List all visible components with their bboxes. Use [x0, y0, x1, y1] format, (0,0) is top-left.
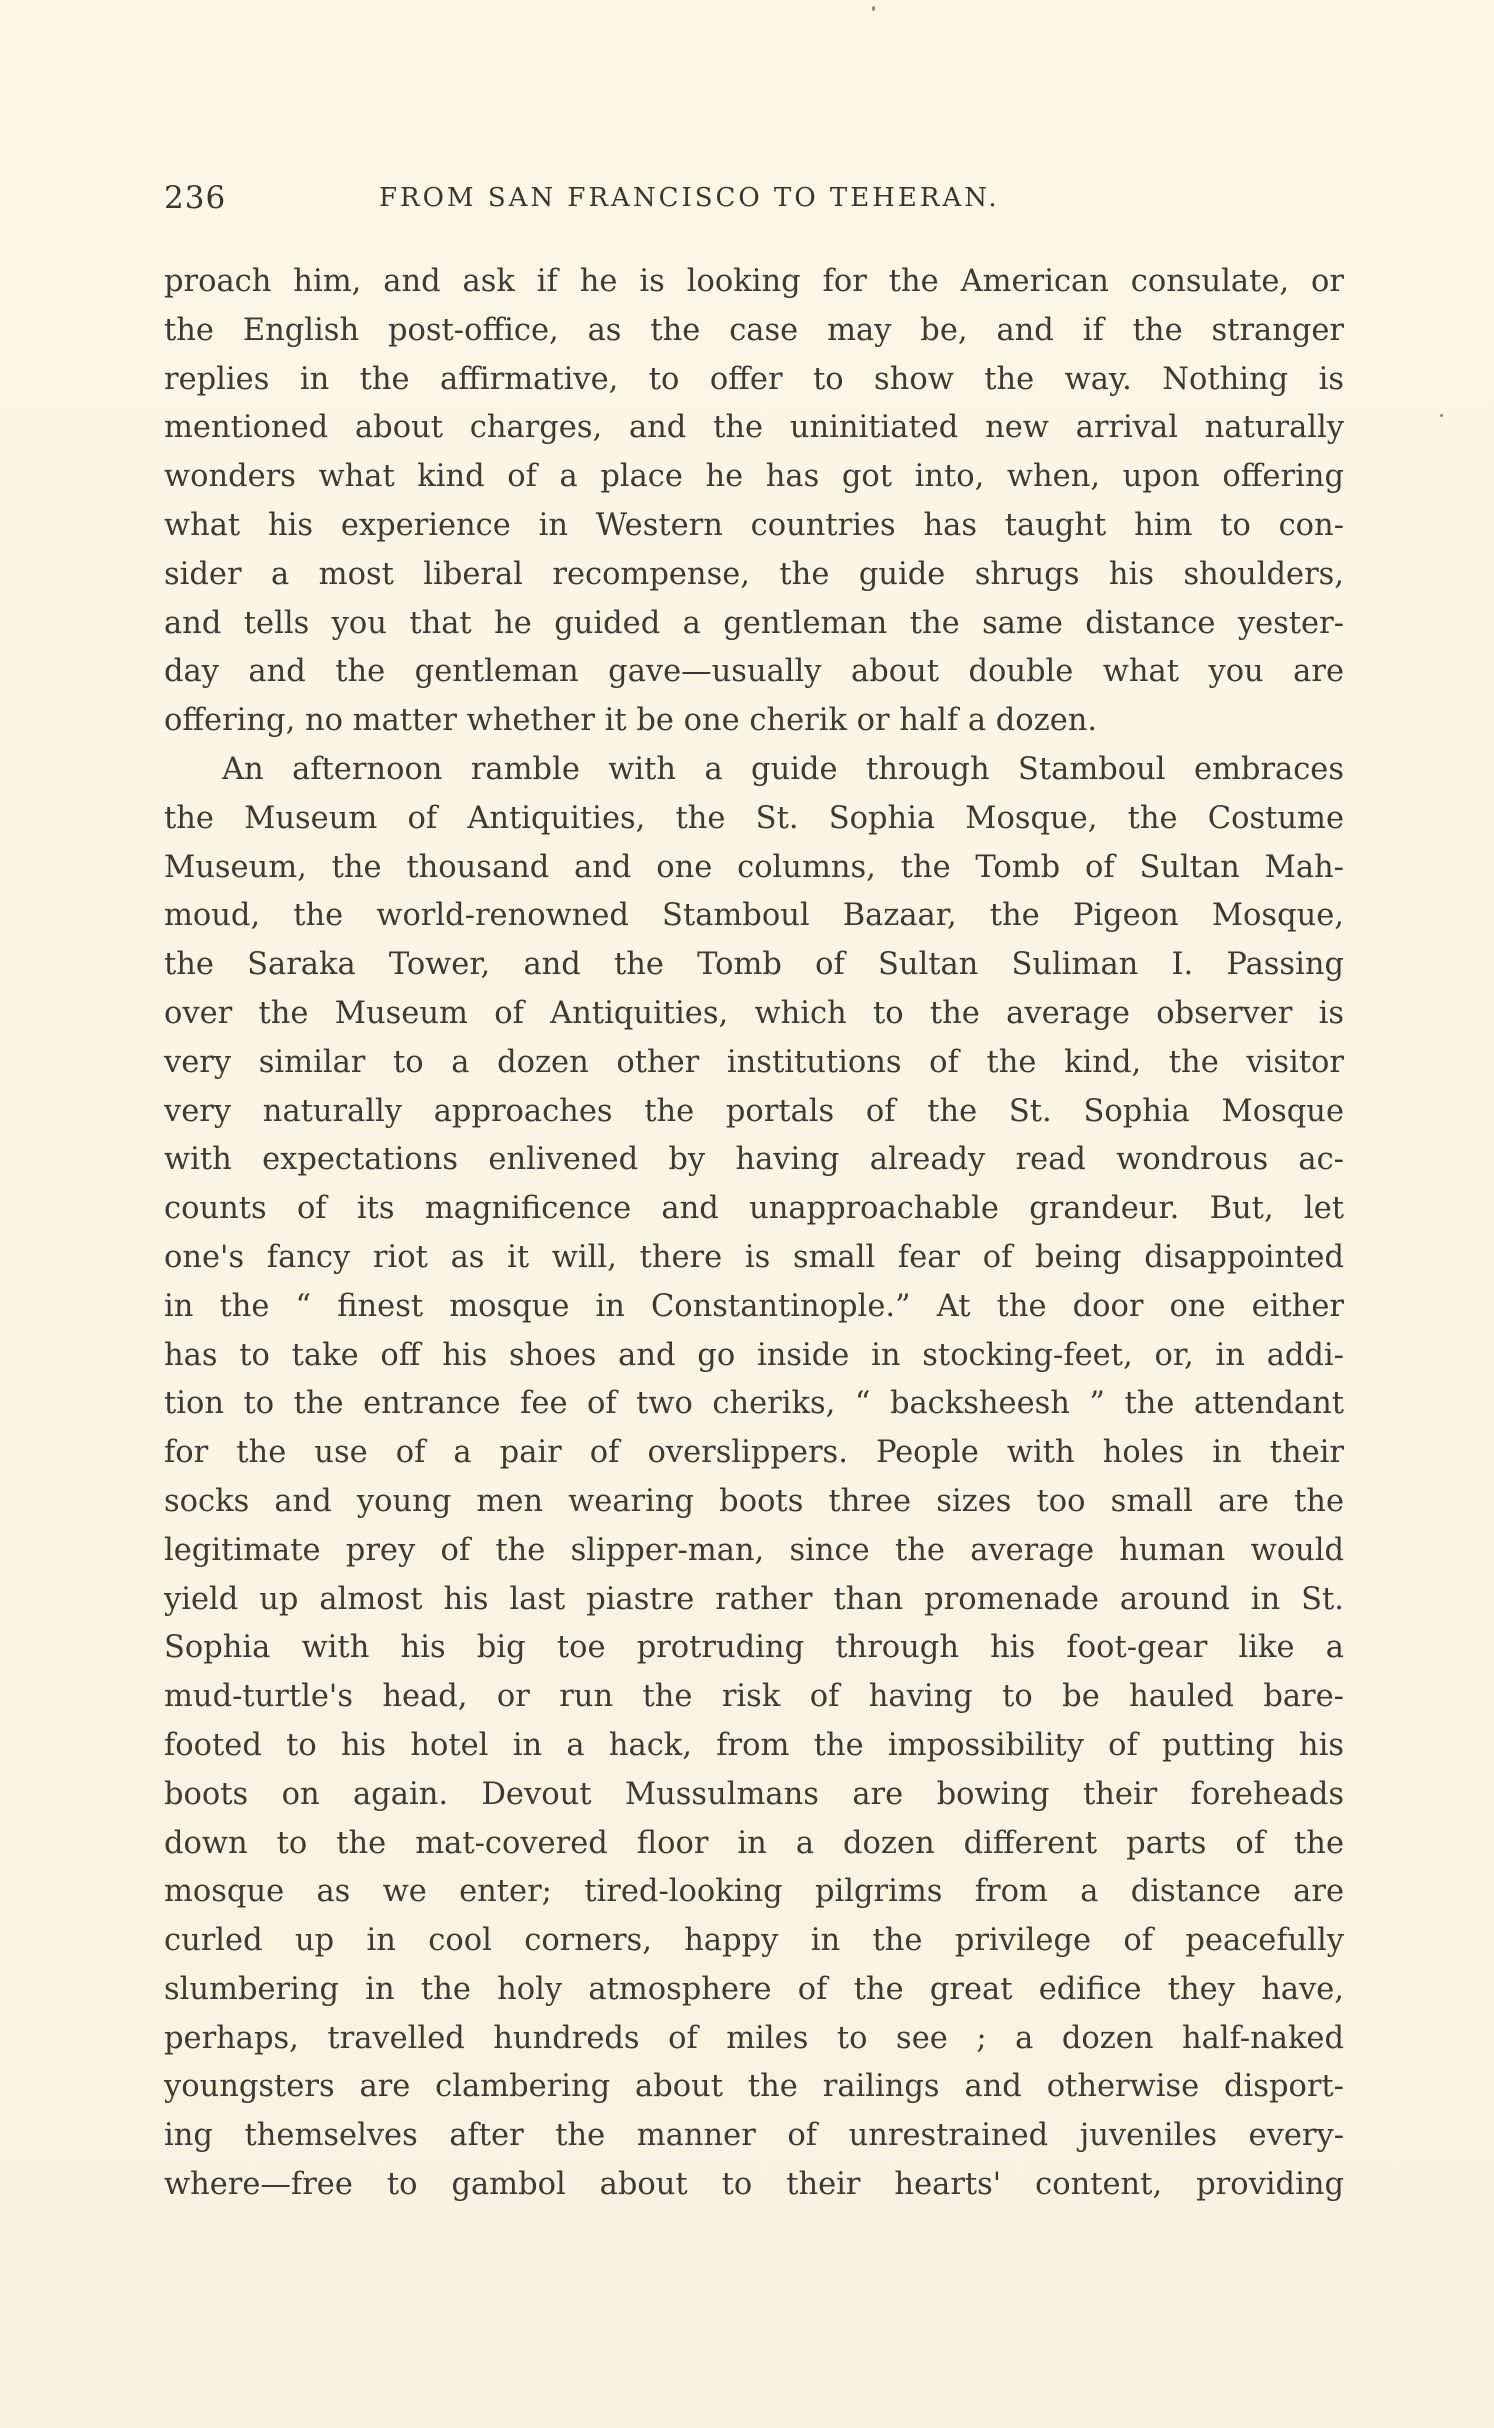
- text-line: with expectations enlivened by having already read wondrous ac-: [164, 1142, 1344, 1178]
- text-line: Sophia with his big toe protruding through his foot-gear like a: [164, 1630, 1344, 1666]
- running-head: [164, 180, 1344, 220]
- text-line: ing themselves after the manner of unrestrained juveniles every-: [164, 2118, 1344, 2154]
- text-line: moud, the world-renowned Stamboul Bazaar, the Pigeon Mosque,: [164, 898, 1344, 934]
- text-line: perhaps, travelled hundreds of miles to see ; a dozen half-naked: [164, 2020, 1344, 2056]
- text-line: down to the mat-covered floor in a dozen different parts of the: [164, 1825, 1344, 1861]
- text-line: yield up almost his last piastre rather than promenade around in St.: [164, 1581, 1344, 1617]
- text-line: the English post-office, as the case may be, and if the stranger: [164, 312, 1344, 348]
- text-line: offering, no matter whether it be one cherik or half a dozen.: [164, 703, 1098, 739]
- body-text: [164, 258, 1344, 2210]
- text-line: very naturally approaches the portals of the St. Sophia Mosque: [164, 1093, 1344, 1129]
- paper-speck: [872, 6, 875, 11]
- text-line: the Museum of Antiquities, the St. Sophia Mosque, the Costume: [164, 800, 1344, 836]
- text-line: curled up in cool corners, happy in the privilege of peacefully: [164, 1923, 1344, 1959]
- text-line: boots on again. Devout Mussulmans are bowing their foreheads: [164, 1776, 1344, 1812]
- text-line: wonders what kind of a place he has got into, when, upon offering: [164, 459, 1344, 495]
- text-line: socks and young men wearing boots three sizes too small are the: [164, 1483, 1344, 1519]
- text-line: and tells you that he guided a gentleman the same distance yester-: [164, 605, 1344, 641]
- running-title: FROM SAN FRANCISCO TO TEHERAN.: [379, 183, 1000, 213]
- paper-speck: [1440, 414, 1443, 417]
- paragraph-first-line: An afternoon ramble with a guide through Stamboul embraces: [222, 751, 1344, 787]
- text-line: proach him, and ask if he is looking for the American consulate, or: [164, 264, 1344, 299]
- text-line: replies in the affirmative, to offer to show the way. Nothing is: [164, 361, 1344, 397]
- text-line: in the “ finest mosque in Constantinople.” At the door one either: [164, 1288, 1344, 1324]
- text-line: what his experience in Western countries has taught him to con-: [164, 507, 1344, 543]
- text-line: footed to his hotel in a hack, from the impossibility of putting his: [164, 1727, 1344, 1763]
- text-line: has to take off his shoes and go inside in stocking-feet, or, in addi-: [164, 1337, 1344, 1373]
- text-line: one's fancy riot as it will, there is small fear of being disappointed: [164, 1239, 1344, 1275]
- text-line: slumbering in the holy atmosphere of the great edifice they have,: [164, 1971, 1344, 2007]
- text-line: mosque as we enter; tired-looking pilgrims from a distance are: [164, 1874, 1344, 1910]
- text-line: mud-turtle's head, or run the risk of having to be hauled bare-: [164, 1679, 1344, 1715]
- text-line: the Saraka Tower, and the Tomb of Sultan Suliman I. Passing: [164, 947, 1344, 983]
- text-line: day and the gentleman gave—usually about double what you are: [164, 654, 1344, 690]
- page-number: 236: [164, 180, 227, 216]
- text-line: mentioned about charges, and the uninitiated new arrival naturally: [164, 410, 1344, 446]
- text-line: very similar to a dozen other institutions of the kind, the visitor: [164, 1044, 1344, 1080]
- text-line: counts of its magnificence and unapproachable grandeur. But, let: [164, 1191, 1344, 1227]
- text-line: youngsters are clambering about the railings and otherwise disport-: [164, 2069, 1344, 2105]
- text-line: for the use of a pair of overslippers. People with holes in their: [164, 1435, 1344, 1471]
- text-line: tion to the entrance fee of two cheriks, “ backsheesh ” the attendant: [164, 1386, 1344, 1422]
- text-line: over the Museum of Antiquities, which to the average observer is: [164, 995, 1344, 1031]
- text-line: legitimate prey of the slipper-man, since the average human would: [164, 1532, 1344, 1568]
- text-line: sider a most liberal recompense, the guide shrugs his shoulders,: [164, 556, 1344, 592]
- text-line: where—free to gambol about to their hearts' content, providing: [164, 2167, 1344, 2203]
- text-line: Museum, the thousand and one columns, the Tomb of Sultan Mah-: [164, 849, 1344, 885]
